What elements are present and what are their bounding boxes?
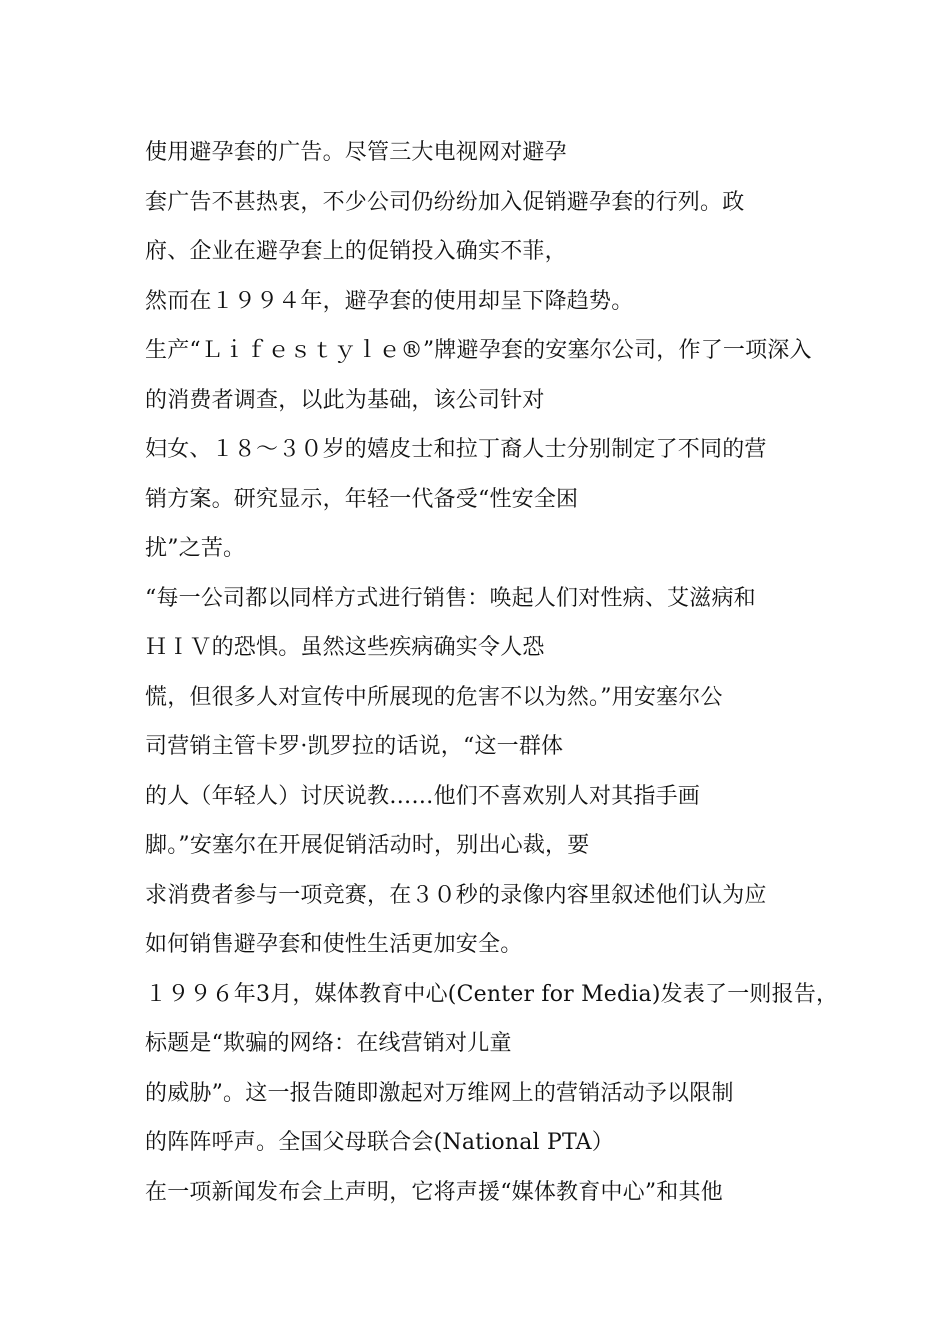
text-line-4: 然而在１９９４年，避孕套的使用却呈下降趋势。 (145, 288, 634, 314)
text-line-17: 如何销售避孕套和使性生活更加安全。 (145, 932, 523, 957)
text-line-9: 扰”之苦。 (145, 536, 246, 561)
text-line-21: 的阵阵呼声。全国父母联合会(National PTA） (145, 1130, 614, 1155)
text-line-14: 的人（年轻人）讨厌说教……他们不喜欢别人对其指手画 (145, 783, 701, 809)
text-line-19: 标题是“欺骗的网络：在线营销对儿童 (145, 1031, 512, 1056)
text-line-7: 妇女、１８～３０岁的嬉皮士和拉丁裔人士分别制定了不同的营 (145, 437, 767, 462)
text-line-15: 脚。”安塞尔在开展促销活动时，别出心裁，要 (145, 833, 590, 858)
text-line-1: 使用避孕套的广告。尽管三大电视网对避孕 (145, 140, 567, 165)
text-line-6: 的消费者调查，以此为基础，该公司针对 (145, 387, 545, 413)
text-line-12: 慌，但很多人对宣传中所展现的危害不以为然。”用安塞尔公 (145, 684, 723, 710)
text-line-22: 在一项新闻发布会上声明，它将声援“媒体教育中心”和其他 (145, 1179, 723, 1205)
body-text (145, 128, 839, 1217)
text-line-20: 的威胁”。这一报告随即激起对万维网上的营销活动予以限制 (145, 1080, 734, 1106)
text-line-2: 套广告不甚热衷，不少公司仍纷纷加入促销避孕套的行列。政 (145, 189, 745, 215)
text-line-3: 府、企业在避孕套上的促销投入确实不菲， (145, 239, 567, 264)
text-line-18: １９９６年3月，媒体教育中心(Center for Media)发表了一则报告， (145, 981, 839, 1007)
text-line-10: “每一公司都以同样方式进行销售：唤起人们对性病、艾滋病和 (145, 585, 756, 611)
text-line-11: ＨＩＶ的恐惧。虽然这些疾病确实令人恐 (145, 635, 545, 660)
text-line-8: 销方案。研究显示，年轻一代备受“性安全困 (145, 486, 579, 512)
text-line-13: 司营销主管卡罗·凯罗拉的话说，“这一群体 (145, 734, 564, 759)
text-line-5: 生产“Ｌｉｆｅｓｔｙｌｅ®”牌避孕套的安塞尔公司，作了一项深入 (145, 338, 812, 363)
text-line-16: 求消费者参与一项竞赛，在３０秒的录像内容里叙述他们认为应 (145, 882, 767, 908)
